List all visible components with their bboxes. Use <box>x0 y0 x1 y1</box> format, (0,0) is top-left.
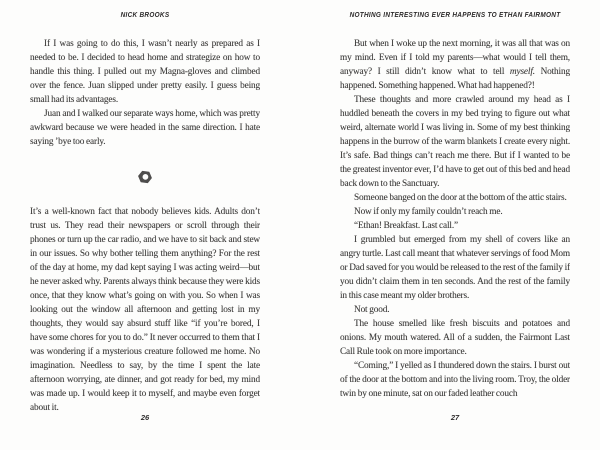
body-paragraph: If I was going to do this, I wasn’t nearly as prepared as I needed to be. I decided to head home and strategize on how to handle this thing. I pulled out my Magna-gloves and climbed over the fence. Juan slipped under pretty easily. I guess being small had its advantages. <box>30 39 260 105</box>
body-paragraph: It’s a well-known fact that nobody believes kids. Adults don’t trust us. They read their newspapers or scroll through their phones or turn up the car radio, and we have to sit back and stew in our issues. So why bother telling them anything? For the rest of the day at home, my dad kept saying I was acting weird—but he never asked why. Parents always think because they were kids once, that they know what’s going on with you. So when I was looking out the window all afternoon and getting lost in my thoughts, they would say absurd stuff like “if you’re bored, I have some chores for you to do.” It never occurred to them that I was wondering if a mysterious creature followed me home. No imagination. Needless to say, by the time I spent the late afternoon worrying, ate dinner, and got ready for bed, my mind was made up. I would keep it to myself, and maybe even forget about it. <box>30 207 260 413</box>
right-page-body <box>340 37 570 416</box>
body-paragraph: I grumbled but emerged from my shell of covers like an angry turtle. Last call meant that whatever servings of food Mom or Dad saved for you would be released to the rest of the family if you didn’t claim them in ten seconds. And the rest of the family in this case meant my older brothers. <box>340 235 570 301</box>
body-paragraph: Juan and I walked our separate ways home, which was pretty awkward because we were headed in the same direction. I hate saying ’bye too early. <box>30 109 260 147</box>
right-page <box>340 0 570 450</box>
left-page-body <box>30 37 260 416</box>
hex-nut-icon <box>138 170 152 184</box>
right-running-head: NOTHING INTERESTING EVER HAPPENS TO ETHAN FAIRMONT <box>349 12 561 19</box>
body-paragraph: These thoughts and more crawled around my head as I huddled beneath the covers in my bed trying to figure out what weird, alternate world I was living in. Some of my best thinking happens in the burrow of the warm blankets I create every night. It’s safe. Bad things can’t reach me there. But if I wanted to be the greatest inventor ever, I’d have to get out of this bed and head back down to the Sanctuary. <box>340 95 570 189</box>
body-paragraph: Not good. <box>354 305 390 315</box>
section-break <box>30 149 260 205</box>
left-page-number: 26 <box>140 413 150 422</box>
left-page <box>30 0 260 450</box>
body-paragraph: “Ethan! Breakfast. Last call.” <box>354 221 459 231</box>
left-running-head: NICK BROOKS <box>120 12 170 19</box>
right-page-number: 27 <box>450 413 460 422</box>
body-paragraph: But when I woke up the next morning, it was all that was on my mind. Even if I told my parents—what would I tell them, anyway? I still didn’t know what to tell myself. Nothing happened. Something happened. What had happened?! <box>340 39 570 91</box>
body-paragraph: Now if only my family couldn’t reach me. <box>354 207 503 217</box>
body-paragraph: Someone banged on the door at the bottom of the attic stairs. <box>354 193 567 203</box>
body-paragraph: The house smelled like fresh biscuits and potatoes and onions. My mouth watered. All of a sudden, the Fairmont Last Call Rule took on more importance. <box>340 319 570 357</box>
body-paragraph: “Coming,” I yelled as I thundered down the stairs. I burst out of the door at the bottom and into the living room. Troy, the older twin by one minute, sat on our faded leather couch <box>340 361 570 399</box>
